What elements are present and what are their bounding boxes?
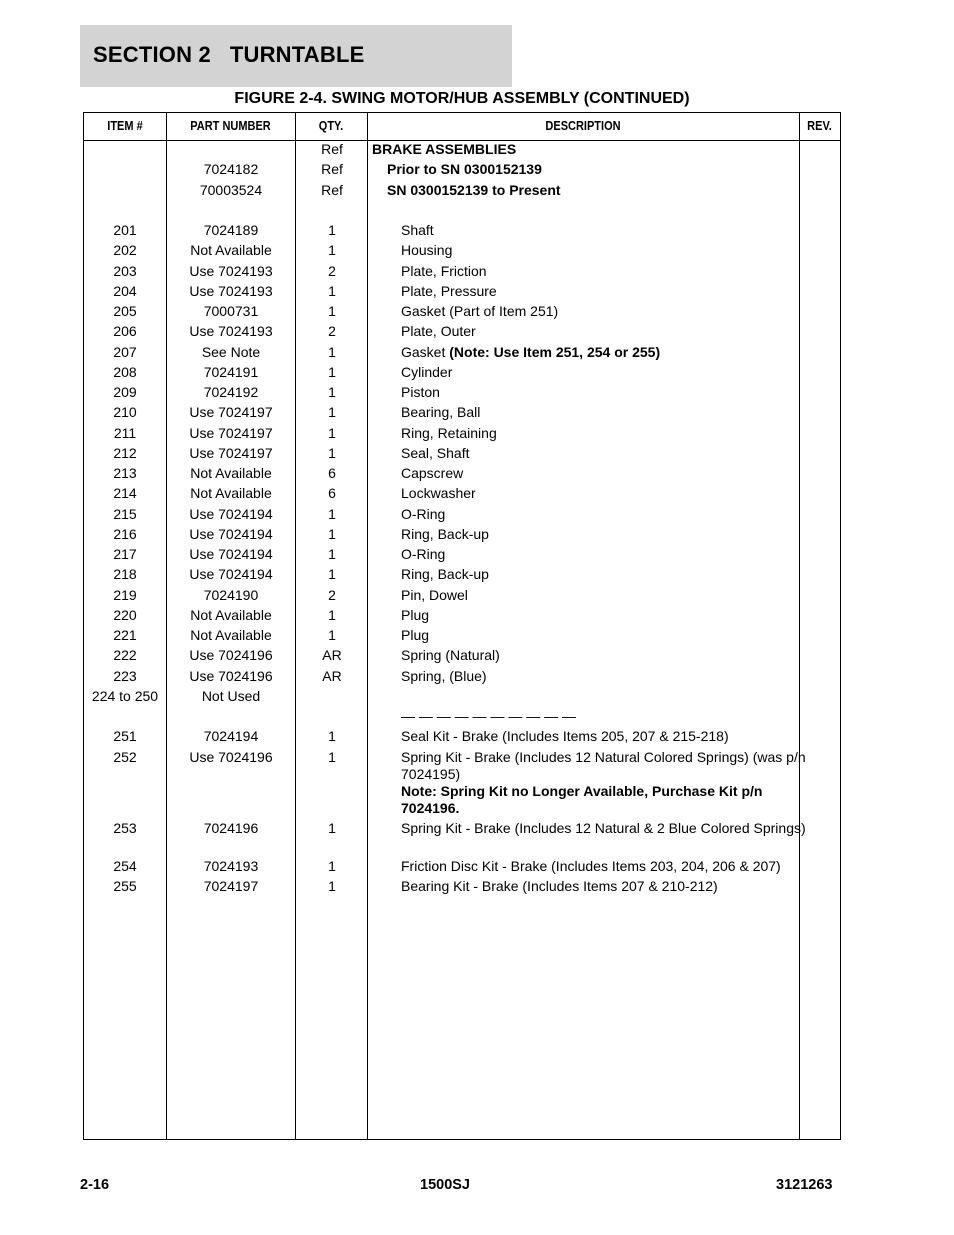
part-number: Use 7024194 (189, 546, 273, 562)
section-banner (80, 25, 512, 87)
quantity: 1 (328, 505, 336, 522)
part-number: Not Available (190, 606, 272, 623)
table-row (84, 566, 840, 586)
part-number: 7024191 (203, 363, 259, 380)
part-number: 7024189 (203, 222, 259, 238)
description-text: Bearing, Ball (401, 404, 481, 421)
table-row (84, 708, 840, 728)
quantity: 1 (328, 748, 336, 765)
table-row (84, 445, 840, 465)
quantity: 1 (328, 424, 336, 441)
part-number: Use 7024196 (189, 748, 273, 765)
description (372, 878, 821, 895)
description (372, 566, 821, 583)
description (372, 263, 821, 280)
description-text: Plug (401, 606, 430, 623)
description-text: O-Ring (401, 505, 446, 522)
part-number: Use 7024197 (189, 424, 273, 441)
description-text: Capscrew (401, 465, 464, 481)
quantity: 1 (328, 444, 336, 461)
item-number: 205 (113, 303, 137, 319)
description-text: Friction Disc Kit - Brake (Includes Items 203, 204, 206 & 207) (401, 857, 781, 874)
part-number: Use 7024194 (189, 566, 273, 583)
part-number: 7024192 (203, 384, 259, 400)
item-number: 220 (113, 606, 137, 623)
description (372, 728, 821, 745)
description (372, 364, 821, 381)
part-number: Use 7024193 (189, 282, 273, 299)
part-number: 7024194 (203, 728, 259, 745)
description-text: Shaft (401, 222, 434, 238)
item-number: 254 (113, 857, 137, 874)
description-text: Spring (Natural) (401, 647, 500, 664)
part-number: 7000731 (203, 303, 259, 319)
table-row (84, 141, 840, 161)
table-row (84, 858, 840, 878)
part-number: Not Available (190, 465, 272, 481)
description-note: Note: Spring Kit no Longer Available, Purchase Kit p/n 7024196. (401, 782, 763, 816)
item-number: 253 (113, 820, 137, 836)
item-number: 213 (113, 465, 137, 481)
description-text: — — — — — — — — — — (401, 708, 577, 724)
description-text: Seal, Shaft (401, 444, 470, 461)
item-number: 223 (113, 667, 137, 684)
description-text: Ring, Retaining (401, 424, 497, 441)
quantity: 1 (328, 627, 336, 643)
table-row (84, 242, 840, 262)
header-rev: REV. (807, 119, 832, 133)
description (372, 323, 821, 340)
item-number: 224 to 250 (91, 687, 159, 704)
footer-model: 1500SJ (420, 1177, 470, 1193)
item-number: 221 (113, 627, 137, 643)
table-row (84, 323, 840, 343)
table-row (84, 647, 840, 667)
description (372, 627, 821, 644)
quantity: 1 (328, 820, 336, 836)
table-row (84, 263, 840, 283)
description (372, 708, 821, 725)
header-item: ITEM # (107, 119, 143, 133)
description (372, 303, 821, 320)
description (372, 607, 821, 624)
item-number: 212 (113, 444, 137, 461)
description (372, 587, 821, 604)
description-text: Ring, Back-up (401, 525, 489, 542)
description-text: Cylinder (401, 363, 453, 380)
description-text: Lockwasher (401, 485, 476, 502)
description (372, 858, 821, 875)
quantity: 1 (328, 222, 336, 238)
description-text: Gasket (401, 343, 450, 360)
description (372, 404, 821, 421)
description-text: Spring, (Blue) (401, 667, 487, 684)
table-row (84, 202, 840, 222)
part-number: Use 7024196 (189, 667, 273, 684)
table-row (84, 668, 840, 688)
description (372, 344, 821, 361)
table-row (84, 878, 840, 898)
parts-table (83, 112, 841, 1140)
table-row (84, 344, 840, 364)
header-qty: QTY. (318, 119, 344, 133)
table-row (84, 283, 840, 303)
description-text: Bearing Kit - Brake (Includes Items 207 & 210-212) (401, 877, 718, 894)
description (372, 485, 821, 502)
item-number: 219 (113, 586, 137, 603)
description (372, 242, 821, 259)
description-text: Ring, Back-up (401, 566, 489, 583)
quantity: 1 (328, 404, 336, 421)
part-number: Not Available (190, 627, 272, 643)
item-number: 251 (113, 728, 137, 745)
table-row (84, 607, 840, 627)
item-number: 209 (113, 384, 137, 400)
quantity: 1 (328, 546, 336, 562)
item-number: 215 (113, 505, 137, 522)
quantity: 2 (328, 586, 336, 603)
quantity: 1 (328, 303, 336, 319)
description (372, 182, 807, 199)
description (372, 820, 821, 837)
part-number: 70003524 (199, 181, 263, 198)
part-number: See Note (201, 343, 261, 360)
item-number: 204 (113, 282, 137, 299)
table-row (84, 627, 840, 647)
item-number: 207 (113, 343, 137, 360)
description (372, 506, 821, 523)
description-text: Pin, Dowel (401, 586, 468, 603)
table-row (84, 384, 840, 404)
item-number: 202 (113, 242, 137, 259)
part-number: Use 7024193 (189, 262, 273, 279)
description (372, 283, 821, 300)
item-number: 210 (113, 404, 137, 421)
part-number: Use 7024197 (189, 404, 273, 421)
description-text: Gasket (Part of Item 251) (401, 303, 559, 319)
table-row (84, 161, 840, 181)
footer-page-number: 2-16 (80, 1177, 110, 1193)
table-row (84, 587, 840, 607)
table-row (84, 222, 840, 242)
part-number: Use 7024194 (189, 525, 273, 542)
table-row (84, 182, 840, 202)
description-text: SN 0300152139 to Present (387, 181, 561, 198)
quantity: 1 (328, 282, 336, 299)
section-title: SECTION 2 TURNTABLE (93, 42, 365, 67)
item-number: 208 (113, 363, 137, 380)
description-text: Seal Kit - Brake (Includes Items 205, 207 & 215-218) (401, 728, 729, 745)
item-number: 211 (113, 424, 137, 441)
description (372, 526, 821, 543)
description-text: BRAKE ASSEMBLIES (372, 141, 517, 157)
quantity: AR (322, 647, 342, 664)
description (372, 647, 821, 664)
item-number: 216 (113, 525, 137, 542)
description-text: Plug (401, 627, 430, 643)
table-row (84, 688, 840, 708)
table-row (84, 364, 840, 384)
item-number: 203 (113, 262, 137, 279)
table-row (84, 526, 840, 546)
table-row (84, 820, 840, 858)
part-number: Use 7024194 (189, 505, 273, 522)
item-number: 222 (113, 647, 137, 664)
quantity: 1 (328, 343, 336, 360)
description-text: Housing (401, 242, 453, 259)
description-note: (Note: Use Item 251, 254 or 255) (449, 343, 661, 360)
part-number: 7024197 (203, 877, 259, 894)
item-number: 217 (113, 546, 137, 562)
part-number: Not Used (201, 687, 261, 704)
parts-rows (84, 141, 840, 898)
item-number: 255 (113, 877, 137, 894)
description-text: O-Ring (401, 546, 446, 562)
table-row (84, 506, 840, 526)
description-text: Spring Kit - Brake (Includes 12 Natural Colored Springs) (was p/n 7024195) (401, 748, 806, 782)
part-number: Use 7024196 (189, 647, 273, 664)
quantity: 1 (328, 606, 336, 623)
description (372, 546, 821, 563)
header-part-number: PART NUMBER (190, 119, 271, 133)
table-row (84, 546, 840, 566)
description-text: Spring Kit - Brake (Includes 12 Natural & 2 Blue Colored Springs) (401, 820, 806, 836)
description (372, 668, 821, 685)
description (372, 749, 821, 817)
quantity: 2 (328, 323, 336, 340)
item-number: 214 (113, 485, 137, 502)
description (372, 445, 821, 462)
quantity: 6 (328, 465, 336, 481)
item-number: 252 (113, 748, 137, 765)
description (372, 465, 821, 482)
table-row (84, 728, 840, 748)
figure-title: FIGURE 2-4. SWING MOTOR/HUB ASSEMBLY (CONTINUED) (234, 90, 690, 107)
quantity: 6 (328, 485, 336, 502)
part-number: Not Available (190, 485, 272, 502)
item-number: 206 (113, 323, 137, 340)
part-number: 7024193 (203, 857, 259, 874)
table-row (84, 404, 840, 424)
description (372, 141, 792, 158)
description-text: Prior to SN 0300152139 (387, 161, 542, 178)
quantity: 1 (328, 242, 336, 259)
quantity: 1 (328, 363, 336, 380)
description (372, 222, 821, 239)
item-number: 201 (113, 222, 137, 238)
quantity: Ref (321, 141, 343, 157)
quantity: 1 (328, 384, 336, 400)
part-number: Use 7024193 (189, 323, 273, 340)
table-row (84, 303, 840, 323)
description (372, 425, 821, 442)
description-text: Piston (401, 384, 440, 400)
quantity: 1 (328, 728, 336, 745)
part-number: Use 7024197 (189, 444, 273, 461)
footer-document-number: 3121263 (776, 1177, 833, 1193)
quantity: 1 (328, 525, 336, 542)
table-row (84, 425, 840, 445)
description-text: Plate, Friction (401, 262, 487, 279)
part-number: 7024196 (203, 820, 259, 836)
quantity: 1 (328, 857, 336, 874)
item-number: 218 (113, 566, 137, 583)
description-text: Plate, Outer (401, 323, 476, 340)
table-row (84, 465, 840, 485)
quantity: Ref (321, 181, 343, 198)
part-number: 7024190 (203, 586, 259, 603)
quantity: AR (322, 667, 342, 684)
description (372, 161, 807, 178)
quantity: 1 (328, 566, 336, 583)
header-description: DESCRIPTION (545, 119, 621, 133)
quantity: 1 (328, 877, 336, 894)
quantity: 2 (328, 262, 336, 279)
table-row (84, 749, 840, 821)
quantity: Ref (321, 161, 343, 178)
table-row (84, 485, 840, 505)
description (372, 384, 821, 401)
description-text: Plate, Pressure (401, 282, 497, 299)
part-number: Not Available (190, 242, 272, 259)
part-number: 7024182 (203, 161, 259, 178)
